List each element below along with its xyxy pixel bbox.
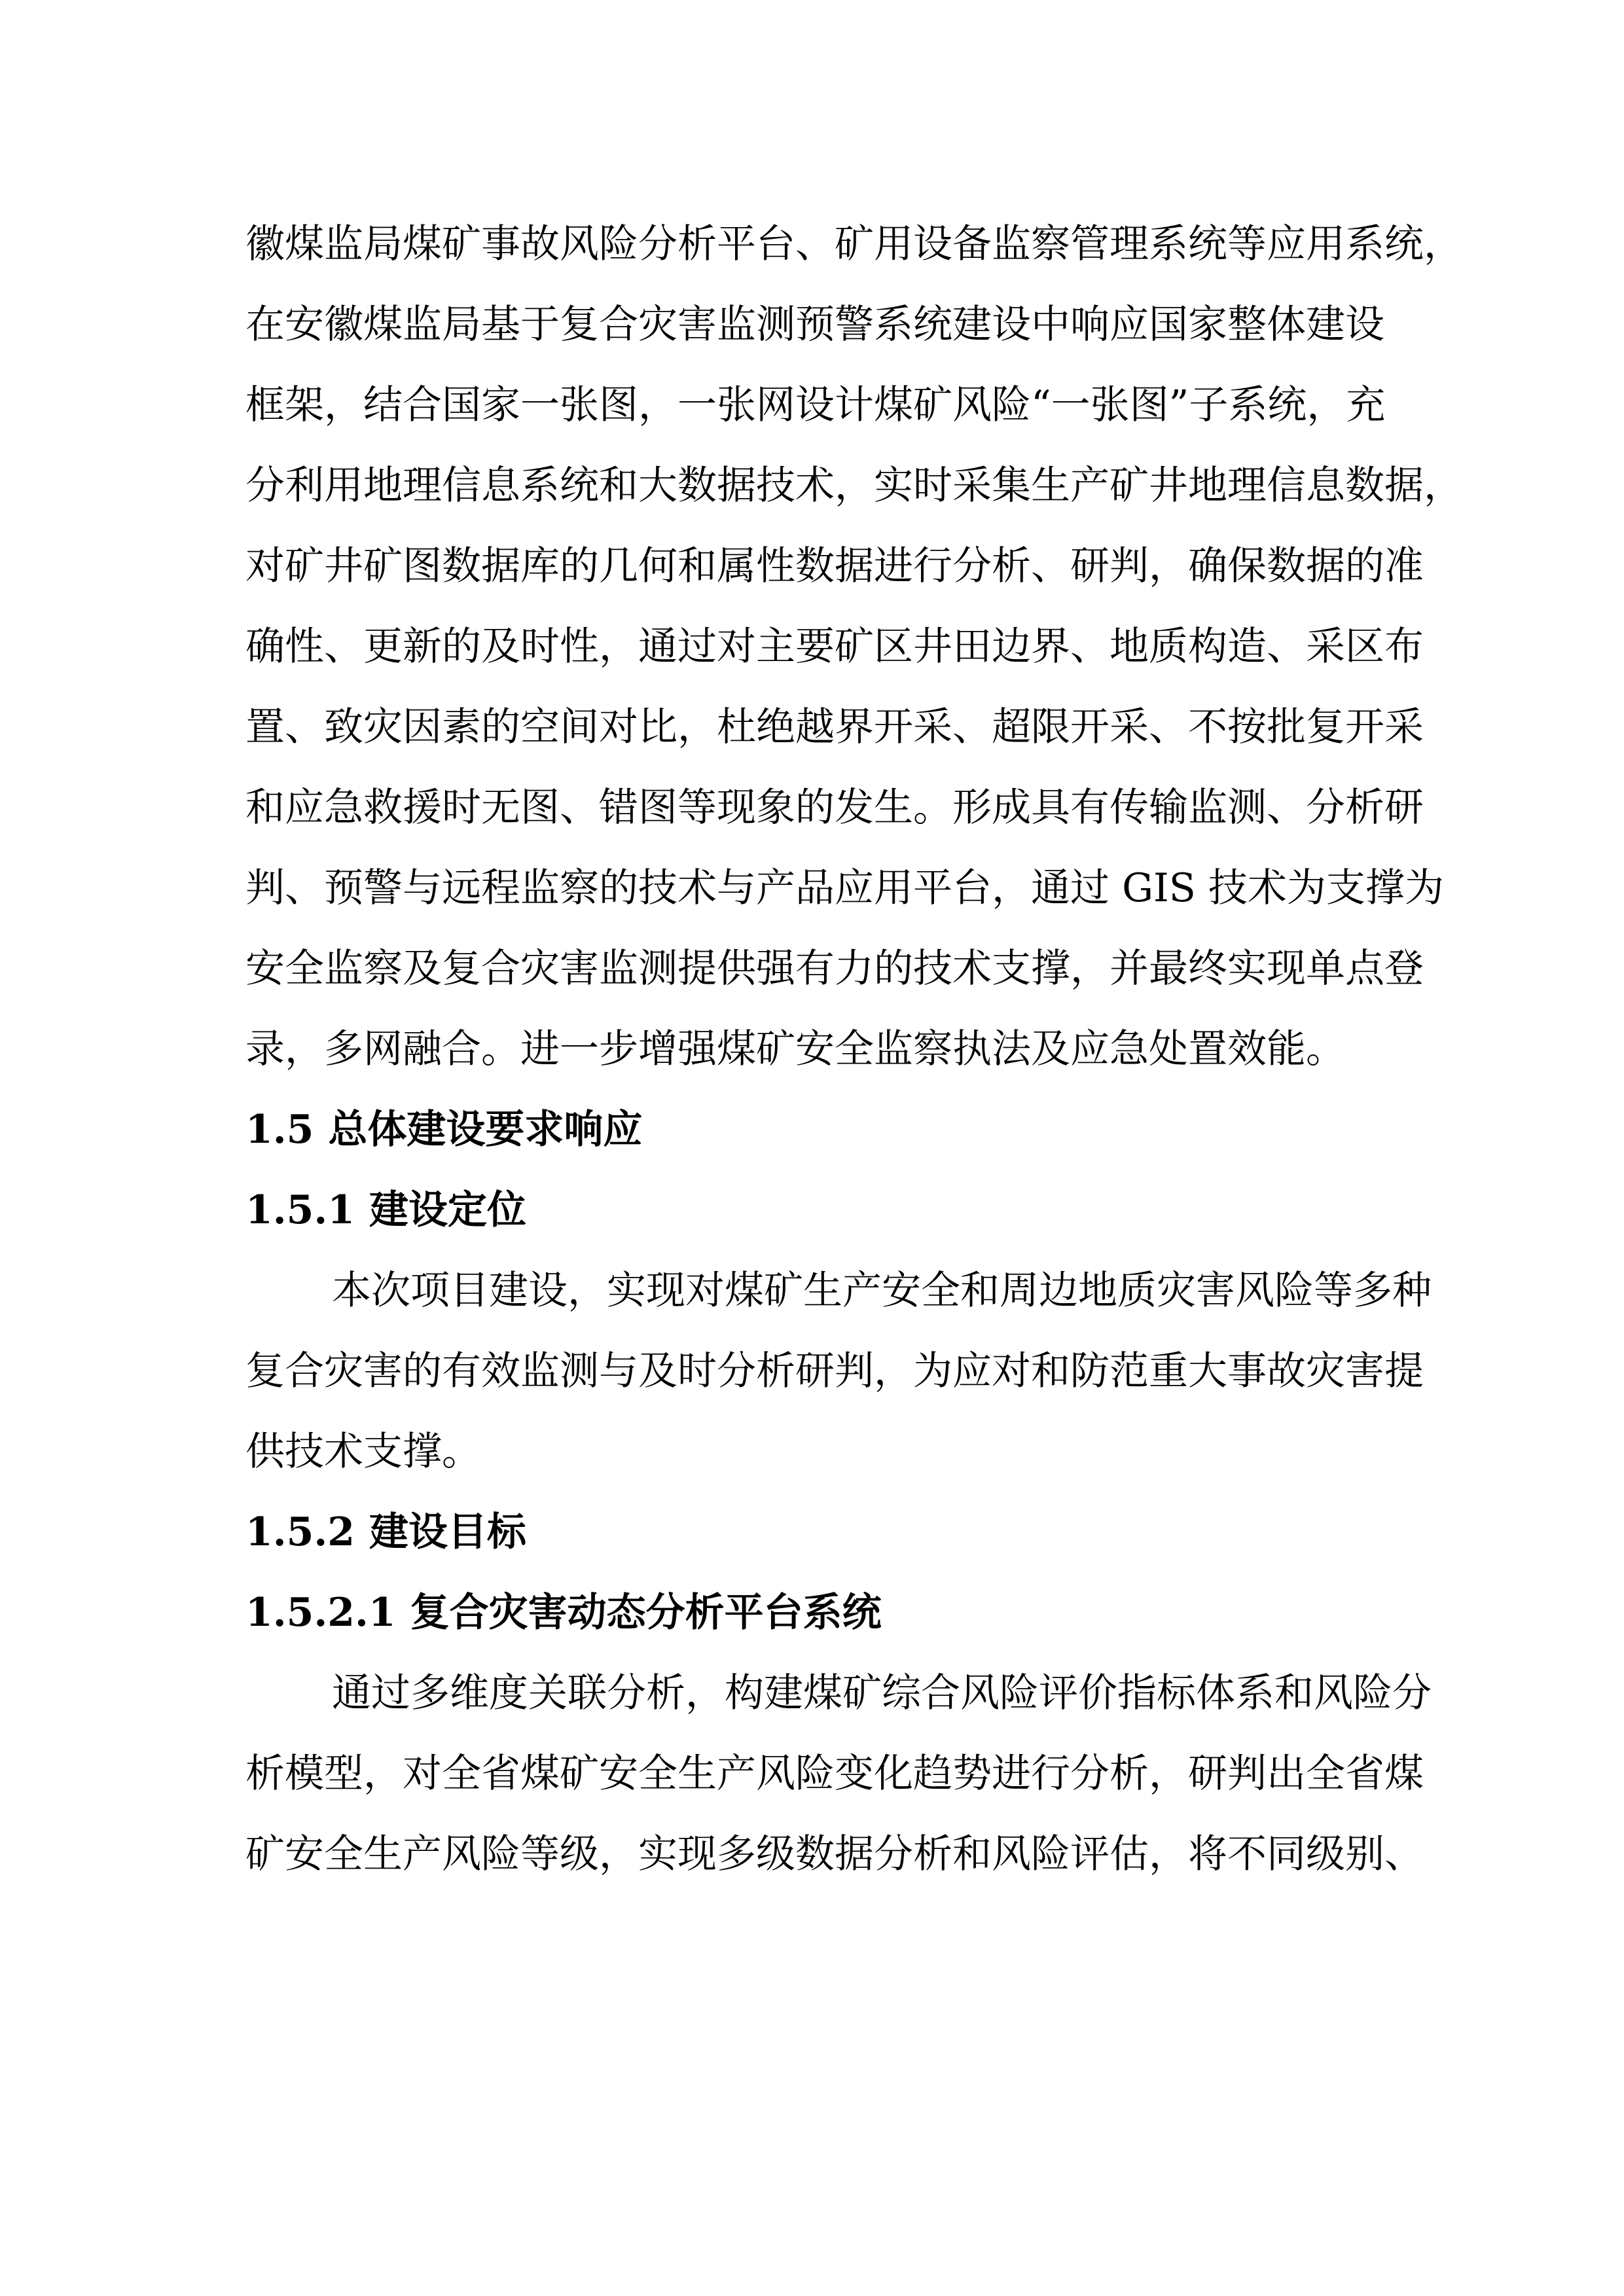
text-line: 置、致灾因素的空间对比，杜绝越界开采、超限开采、不按批复开采 (245, 704, 1424, 750)
text-line: 复合灾害的有效监测与及时分析研判，为应对和防范重大事故灾害提 (245, 1348, 1424, 1394)
text-line: 矿安全生产风险等级，实现多级数据分析和风险评估，将不同级别、 (245, 1831, 1424, 1877)
text-line: 在安徽煤监局基于复合灾害监测预警系统建设中响应国家整体建设 (245, 302, 1384, 348)
heading-number: 1.5.2.1 (245, 1590, 396, 1636)
heading-title: 建设目标 (369, 1509, 527, 1555)
heading-1-5-2-1 (245, 1573, 1381, 1653)
heading-1-5-1 (245, 1170, 1381, 1251)
heading-title: 复合灾害动态分析平台系统 (410, 1590, 882, 1636)
text-line: 确性、更新的及时性，通过对主要矿区井田边界、地质构造、采区布 (245, 624, 1424, 670)
text-line: 分利用地理信息系统和大数据技术，实时采集生产矿井地理信息数据， (245, 463, 1463, 509)
heading-1-5-2 (245, 1492, 1381, 1573)
text-line: 录，多网融合。进一步增强煤矿安全监察执法及应急处置效能。 (245, 1026, 1345, 1072)
text-line: 本次项目建设，实现对煤矿生产安全和周边地质灾害风险等多种 (332, 1268, 1432, 1314)
text-line: 析模型，对全省煤矿安全生产风险变化趋势进行分析，研判出全省煤 (245, 1751, 1424, 1797)
document-page (245, 204, 1463, 1895)
text-line: 判、预警与远程监察的技术与产品应用平台，通过 GIS 技术为支撑为 (245, 865, 1444, 911)
text-line: 对矿井矿图数据库的几何和属性数据进行分析、研判，确保数据的准 (245, 543, 1424, 589)
heading-title: 建设定位 (369, 1187, 527, 1233)
text-line: 框架，结合国家一张图，一张网设计煤矿风险“一张图”子系统，充 (245, 382, 1386, 428)
text-line: 通过多维度关联分析，构建煤矿综合风险评价指标体系和风险分 (332, 1670, 1432, 1716)
heading-number: 1.5.2 (245, 1509, 355, 1555)
heading-title: 总体建设要求响应 (328, 1107, 643, 1153)
text-line: 徽煤监局煤矿事故风险分析平台、矿用设备监察管理系统等应用系统， (245, 221, 1463, 267)
heading-number: 1.5.1 (245, 1187, 355, 1233)
text-line: 供技术支撑。 (245, 1429, 481, 1475)
paragraph-positioning (245, 1251, 1432, 1492)
text-line: 和应急救援时无图、错图等现象的发生。形成具有传输监测、分析研 (245, 785, 1424, 831)
text-line: 安全监察及复合灾害监测提供强有力的技术支撑，并最终实现单点登 (245, 946, 1424, 992)
heading-number: 1.5 (245, 1107, 314, 1153)
paragraph-dynamic-analysis (245, 1653, 1432, 1895)
paragraph-intro (245, 204, 1463, 1090)
heading-1-5 (245, 1090, 1381, 1170)
